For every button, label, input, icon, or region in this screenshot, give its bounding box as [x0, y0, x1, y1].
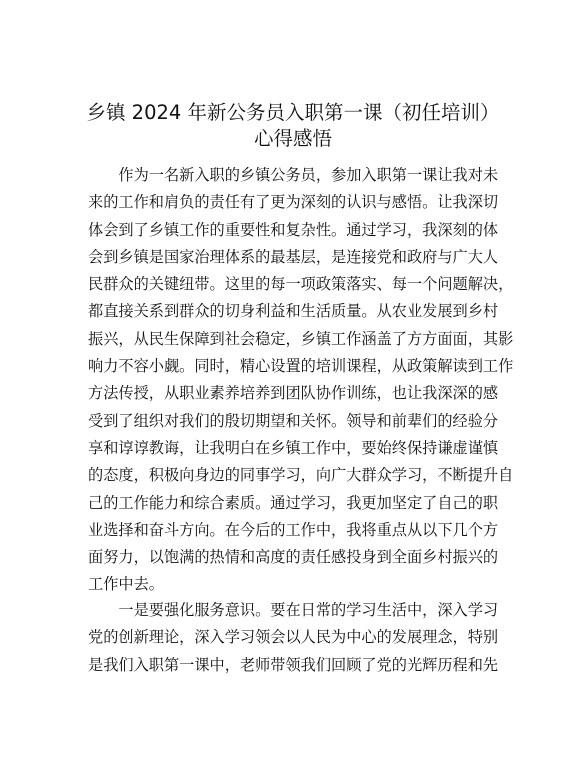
paragraph-2	[88, 597, 508, 679]
paragraph-line: 民群众的关键纽带。这里的每一项政策落实、每一个问题解决，	[88, 275, 514, 294]
document-title-line-1: 乡镇 2024 年新公务员入职第一课（初任培训）	[86, 101, 500, 124]
paragraph-line: 作为一名新入职的乡镇公务员，参加入职第一课让我对未	[88, 166, 499, 184]
paragraph-line: 会到乡镇是国家治理体系的最基层，是连接党和政府与广大人	[88, 247, 499, 266]
paragraph-line: 党的创新理论，深入学习领会以人民为中心的发展理念，特别	[88, 628, 499, 647]
paragraph-line: 享和谆谆教诲，让我明白在乡镇工作中，要始终保持谦虚谨慎	[88, 438, 499, 457]
paragraph-line: 方法传授，从职业素养培养到团队协作训练，也让我深深的感	[88, 384, 499, 403]
paragraph-line: 己的工作能力和综合素质。通过学习，我更加坚定了自己的职	[88, 493, 499, 512]
paragraph-line: 工作中去。	[88, 575, 164, 594]
paragraph-line: 来的工作和肩负的责任有了更为深刻的认识与感悟。让我深切	[88, 193, 499, 212]
paragraph-line: 是我们入职第一课中，老师带领我们回顾了党的光辉历程和先	[88, 655, 499, 674]
paragraph-line: 业选择和奋斗方向。在今后的工作中，我将重点从以下几个方	[88, 520, 499, 539]
paragraph-line: 响力不容小觑。同时，精心设置的培训课程，从政策解读到工作	[88, 357, 514, 376]
paragraph-line: 都直接关系到群众的切身利益和生活质量。从农业发展到乡村	[88, 302, 499, 321]
paragraph-line: 振兴，从民生保障到社会稳定，乡镇工作涵盖了方方面面，其影	[88, 329, 514, 348]
document-title-line-2: 心得感悟	[253, 127, 332, 150]
paragraph-line: 面努力，以饱满的热情和高度的责任感投身到全面乡村振兴的	[88, 548, 499, 567]
paragraph-1	[88, 162, 514, 599]
paragraph-line: 受到了组织对我们的殷切期望和关怀。领导和前辈们的经验分	[88, 411, 499, 430]
paragraph-line: 的态度，积极向身边的同事学习，向广大群众学习，不断提升自	[88, 466, 514, 485]
paragraph-line: 体会到了乡镇工作的重要性和复杂性。通过学习，我深刻的体	[88, 220, 499, 239]
paragraph-line: 一是要强化服务意识。要在日常的学习生活中，深入学习	[88, 601, 499, 619]
